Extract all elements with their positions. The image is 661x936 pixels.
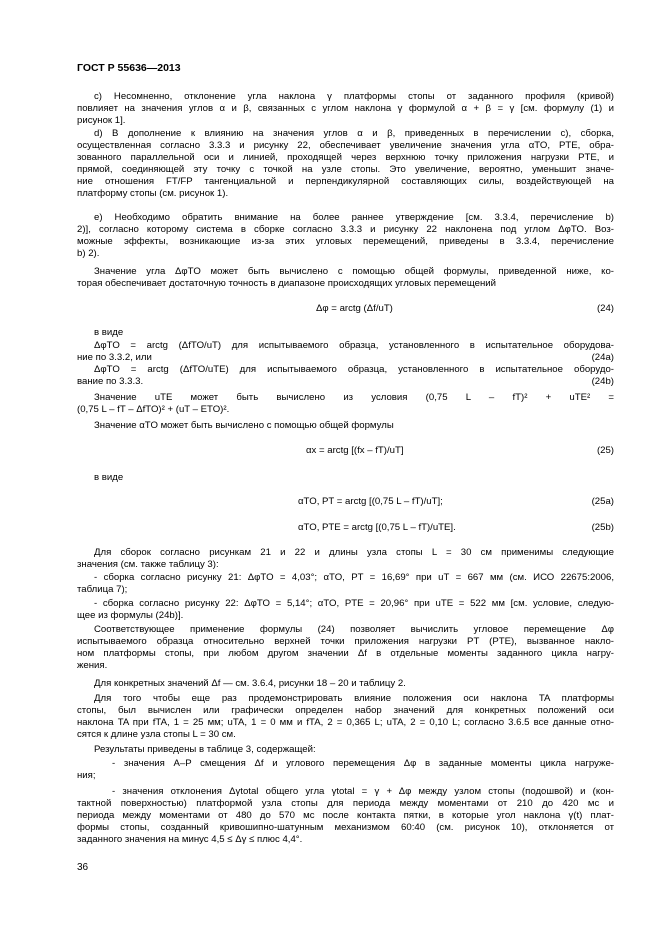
text-line: - сборка согласно рисунку 21: ΔφTO = 4,03°; αTO, PT = 16,69° при uT = 667 мм (см. ИСО 22675:2006, — [94, 572, 614, 583]
equation-number: (24b) — [591, 376, 614, 387]
equation-number: (24a) — [591, 352, 614, 363]
formula-24: Δφ = arctg (Δf/uT) — [316, 303, 393, 314]
page-number: 36 — [77, 862, 89, 873]
text-line: Соответствующее применение формулы (24) позволяет вычислить угловое перемещение Δφ — [94, 624, 614, 635]
text-line: можные эффекты, возникающие из-за этих угловых перемещений, приведены в 3.3.4, перечисление — [77, 236, 614, 247]
text-line: ΔφTO = arctg (ΔfTO/uTE) для испытываемого образца, установленного в испытательное оборудо- — [94, 364, 614, 375]
text-line: наклона TA при fTA, 1 = 25 мм; uTA, 1 = 0 мм и fTA, 2 = 0,365 L; uTA, 2 = 0,10 L; согласно 3.6.5 все данные отно- — [77, 717, 614, 728]
text-line: e) Необходимо обратить внимание на более раннее утверждение [см. 3.3.4, перечисление b) — [94, 212, 614, 223]
text-line: значения (см. также таблицу 3): — [77, 559, 219, 570]
text-line: жения. — [77, 660, 108, 671]
text-line: ние по 3.3.2, или — [77, 352, 152, 363]
text-line: ния; — [77, 770, 96, 781]
formula-25: αx = arctg [(fx – fT)/uT] — [306, 445, 404, 456]
text-line: повлияет на значения углов α и β, связанных с углом наклона γ формулой α + β = γ [см. формулу (1) и — [77, 103, 614, 114]
text-line: периода между моментами от 480 до 570 мс после контакта пятки, в которые угол наклона γ(t) плат- — [77, 810, 614, 821]
text-line: Для того чтобы еще раз продемонстрировать влияние положения оси наклона TA платформы — [94, 693, 614, 704]
text-line: формы стопы, созданный кривошипно-шатунным механизмом 60:40 (см. рисунок 10), отклоняется от — [77, 822, 614, 833]
equation-number: (24) — [596, 303, 614, 314]
text-line: c) Несомненно, отклонение угла наклона γ платформы стопы от заданного профиля (кривой) — [94, 91, 614, 102]
document-header: ГОСТ Р 55636—2013 — [77, 62, 181, 74]
formula-25a: αTO, PT = arctg [(0,75 L – fT)/uT]; — [298, 496, 443, 507]
text-line: платформу стопы (см. рисунок 1). — [77, 188, 229, 199]
text-line: испытываемого образца относительно верхней точки приложения нагрузки PT (PTE), вызванное накло- — [77, 636, 614, 647]
text-line: Значение угла ΔφTO может быть вычислено с помощью общей формулы, приведенной ниже, ко- — [94, 266, 614, 277]
text-line: щее из формулы (24b)]. — [77, 610, 184, 621]
text-line: Значение uTE может быть вычислено из условия (0,75 L – fT)² + uTE² = — [94, 392, 614, 403]
text-line: вание по 3.3.3. — [77, 376, 144, 387]
text-line: Значение αTO может быть вычислено с помощью общей формулы — [94, 420, 394, 431]
text-line: Для конкретных значений Δf — см. 3.6.4, рисунки 18 – 20 и таблицу 2. — [94, 678, 406, 689]
text-line: (0,75 L – fT – ΔfTO)² + (uT – ETO)². — [77, 404, 230, 415]
equation-number: (25) — [596, 445, 614, 456]
text-line: сятся к длине узла стопы L = 30 см. — [77, 729, 236, 740]
text-line: зованного параллельной оси и линией, проходящей через верхнюю точку приложения нагрузки PTE, и — [77, 152, 614, 163]
text-line: - сборка согласно рисунку 22: ΔφTO = 5,14°; αTO, PTE = 20,96° при uTE = 522 мм [см. условие, следую- — [94, 598, 614, 609]
text-line: ние отношения FT/FP тангенциальной и перпендикулярной составляющих силы, воздействующей на — [77, 176, 614, 187]
text-line: 2)], согласно которому система в сборке согласно 3.3.3 и рисунку 22 наклонена под углом ΔφTO. Воз- — [77, 224, 614, 235]
text-line: в виде — [94, 472, 124, 483]
text-line: Для сборок согласно рисункам 21 и 22 и длины узла стопы L = 30 см применимы следующие — [94, 547, 614, 558]
text-line: в виде — [94, 327, 124, 338]
text-line: прямой, соединяющей эту точку с точкой на узле стопы. Это увеличение, вероятно, уменьшит значе- — [77, 164, 614, 175]
list-item: - значения отклонения Δγtotal общего угла γtotal = γ + Δφ между узлом стопы (подошвой) и (кон- — [112, 786, 614, 797]
text-line: ΔφTO = arctg (ΔfTO/uT) для испытываемого образца, установленного в испытательное оборудова- — [94, 340, 614, 351]
text-line: Результаты приведены в таблице 3, содержащей: — [94, 744, 316, 755]
text-line: торая обеспечивает достаточную точность в диапазоне происходящих угловых перемещений — [77, 278, 496, 289]
text-line: ном платформы стопы, при любом другом значении Δf в отдельные моменты заданного цикла нагру- — [77, 648, 614, 659]
text-line: стопы, был вычислен или графически определен набор значений для конкретных положений оси — [77, 705, 614, 716]
text-line: рисунок 1]. — [77, 115, 126, 126]
formula-25b: αTO, PTE = arctg [(0,75 L – fT)/uTE]. — [298, 522, 456, 533]
equation-number: (25a) — [591, 496, 614, 507]
text-line: тактной поверхностью) платформой узла стопы для периода между моментами от 210 до 420 мс и — [77, 798, 614, 809]
text-line: таблица 7); — [77, 584, 128, 595]
text-line: b) 2). — [77, 248, 100, 259]
text-line: осуществленная согласно 3.3.3 и рисунку 22, обеспечивает увеличение значения угла αTO, PTE, обра- — [77, 140, 614, 151]
text-line: d) В дополнение к влиянию на значения углов α и β, приведенных в перечислении c), сборка, — [94, 128, 614, 139]
equation-number: (25b) — [591, 522, 614, 533]
text-line: заданного значения на минус 4,5 ≤ Δγ ≤ плюс 4,4°. — [77, 834, 303, 845]
list-item: - значения A–P смещения Δf и углового перемещения Δφ в заданные моменты цикла нагруже- — [112, 758, 614, 769]
